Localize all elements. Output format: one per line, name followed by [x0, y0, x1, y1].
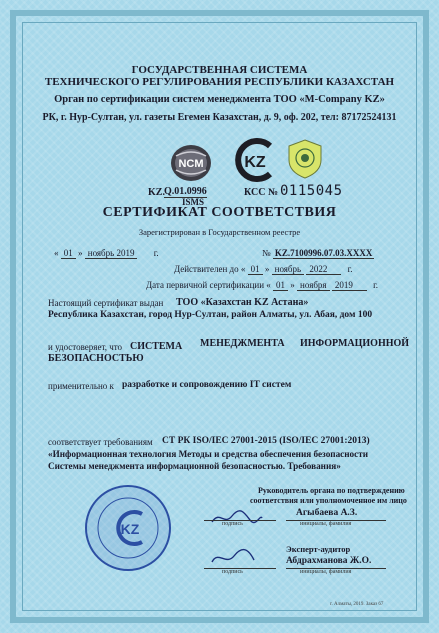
head-label-line-1: Руководитель органа по подтверждению: [258, 486, 405, 495]
kcc-number: 0115045: [280, 183, 343, 199]
applied-to-value: разработке и сопровождению IT систем: [122, 380, 292, 390]
svg-text:KZ: KZ: [120, 521, 140, 537]
header-line-2: ТЕХНИЧЕСКОГО РЕГУЛИРОВАНИЯ РЕСПУБЛИКИ КАЗАХСТАН: [44, 76, 395, 88]
print-note: г. Алматы, 2019. Заказ 67: [330, 602, 384, 607]
issue-date: « 01 » ноябрь 2019 г.: [54, 248, 159, 258]
issued-to-label: Настоящий сертификат выдан: [48, 298, 164, 308]
applied-to-label: применительно к: [48, 381, 114, 391]
expert-signature-icon: [208, 544, 264, 568]
head-name: Агыбаева А.З.: [296, 508, 358, 518]
kcc-label: КСС №: [244, 187, 278, 198]
organization-stamp-icon: [82, 482, 174, 574]
svg-text:KZ: KZ: [244, 154, 266, 171]
expert-sign-caption: подпись: [222, 569, 243, 575]
system-word-3: ИНФОРМАЦИОННОЙ: [300, 338, 410, 349]
system-word-2: МЕНЕДЖМЕНТА: [200, 338, 285, 349]
company-address: Республика Казахстан, город Нур-Султан, район Алматы, ул. Абая, дом 100: [48, 310, 373, 320]
accreditation-seal-icon: [286, 138, 324, 180]
kz-label: KZ.: [148, 187, 165, 198]
standard-title-line-2: Системы менеджмента информационной безопасностью. Требования»: [48, 461, 341, 471]
issued-company: ТОО «Казахстан KZ Астана»: [176, 297, 309, 308]
body-address: РК, г. Нур-Султан, ул. газеты Егемен Казахстан, д. 9, оф. 202, тел: 87172524131: [42, 112, 397, 123]
certifies-label: и удостоверяет, что: [48, 342, 123, 352]
valid-until: Действителен до « 01 » ноябрь 2022 г.: [174, 264, 353, 274]
standard-title-line-1: «Информационная технология Методы и средства обеспечения безопасности: [48, 449, 369, 459]
system-word-4: БЕЗОПАСНОСТЬЮ: [48, 353, 144, 364]
system-word-1: СИСТЕМА: [130, 341, 183, 352]
header-line-1: ГОСУДАРСТВЕННАЯ СИСТЕМА: [131, 64, 308, 76]
head-sign-caption: подпись: [222, 521, 243, 527]
first-certification-date: Дата первичной сертификации « 01 » ноября 2019 г.: [146, 280, 378, 290]
standard-code: СТ РК ISO/IEC 27001-2015 (ISO/IEC 27001:2013): [162, 436, 370, 446]
ncm-logo-icon: [162, 142, 220, 184]
head-name-caption: инициалы, фамилия: [300, 521, 352, 527]
svg-text:NCM: NCM: [178, 158, 204, 170]
certification-body: Орган по сертификации систем менеджмента ТОО «M-Company KZ»: [54, 94, 385, 105]
isms-label: ISMS: [182, 197, 205, 207]
registry-note: Зарегистрирован в Государственном реестре: [138, 227, 301, 237]
conforms-label: соответствует требованиям: [48, 437, 153, 447]
certificate-number: № KZ.7100996.07.03.XXXX: [262, 248, 373, 258]
expert-label: Эксперт-аудитор: [286, 544, 351, 554]
expert-name: Абдрахманова Ж.О.: [286, 556, 372, 566]
expert-name-caption: инициалы, фамилия: [300, 569, 352, 575]
kz-conformity-mark-icon: [230, 136, 278, 184]
certificate-title: СЕРТИФИКАТ СООТВЕТСТВИЯ: [102, 205, 337, 220]
kz-number: Q.01.0996: [164, 186, 207, 197]
head-label-line-2: соответствия или уполномоченное им лицо: [250, 496, 407, 505]
